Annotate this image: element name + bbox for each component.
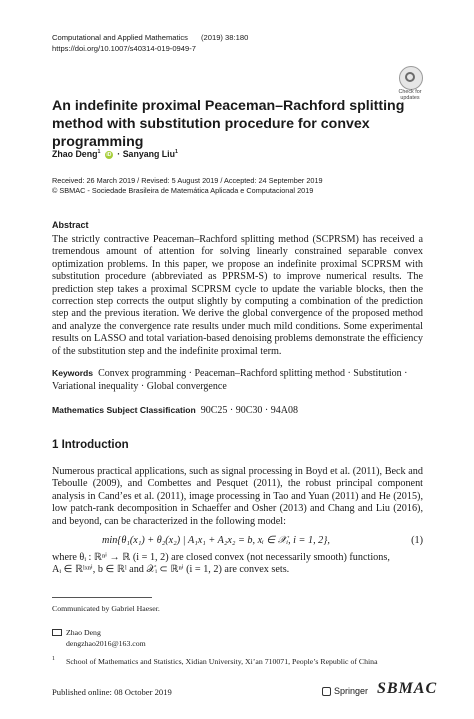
equation-body: min{θ₁(x₁) + θ₂(x₂) | A₁x₁ + A₂x₂ = b, xᵢ ∈ 𝒳ᵢ, i = 1, 2}, (102, 535, 330, 546)
springer-label: Springer (334, 686, 369, 696)
author-name[interactable]: Zhao Deng (52, 149, 98, 159)
check-updates-icon (399, 66, 423, 90)
msc-heading: Mathematics Subject Classification (52, 405, 196, 415)
author-list (52, 149, 178, 159)
equation-description-line1: where θᵢ : ℝⁿⁱ → ℝ (i = 1, 2) are closed convex (not necessarily smooth) functions, (52, 552, 390, 563)
journal-name: Computational and Applied Mathematics (52, 33, 188, 42)
badge-ring (405, 72, 415, 82)
orcid-icon[interactable]: iD (106, 151, 112, 158)
paper-title: An indefinite proximal Peaceman–Rachford splitting method with substitution procedure for convex programming (52, 98, 405, 150)
springer-horse-icon (322, 687, 331, 696)
affiliation: School of Mathematics and Statistics, Xidian University, Xi’an 710071, People’s Republic of China (66, 657, 378, 666)
msc-codes: 90C25 · 90C30 · 94A08 (200, 405, 298, 416)
corresponding-author-name: Zhao Deng (66, 628, 101, 637)
keywords-text: Convex programming · Peaceman–Rachford splitting method · Substitution · Variational inequality · Global convergence (52, 368, 408, 392)
author-affiliation-mark: 1 (97, 149, 101, 156)
author-separator: · (117, 149, 121, 159)
communicated-by: Communicated by Gabriel Haeser. (52, 604, 160, 613)
published-online-date: Published online: 08 October 2019 (52, 687, 172, 697)
keywords (52, 367, 423, 393)
sbmac-logo: SBMAC (377, 680, 438, 697)
intro-paragraph: Numerous practical applications, such as signal processing in Boyd et al. (2011), Beck and Teboulle (2009), and Combettes and Pesquet (2011), the robust principal component analysis in Cand’es et al. (2011), image processing in Tao and Yuan (2011) and He (2015), low patch-rank decomposition in Schaeffer and Osher (2013) and Chang and Liu (2016), and beyond, can be characterized in the following model: (52, 466, 423, 527)
equation-description (52, 552, 423, 577)
equation-number: (1) (411, 535, 423, 546)
badge-label-line1: Check for (398, 89, 422, 95)
author-affiliation-mark: 1 (175, 149, 178, 156)
msc-classification (52, 405, 298, 416)
abstract-text: The strictly contractive Peaceman–Rachford splitting method (SCPRSM) has received a tremendous amount of attention for solving linearly constrained separable convex optimization problems. In this paper, we propose an indefinite proximal SCPRSM with substitution procedure (abbreviated as PPRSM-S) to improve numerical results. The prediction step takes a proximal SCPRSM cycle to update the variable blocks, then the correction step corrects the output slightly by computing a combination of the prediction step and the previous iteration. We derive the global convergence of the proposed method and analyze the convergence rate results under much mild conditions. Some experimental results on LASSO and total variation-based denoising problems demonstrate the efficiency of the substitution step and the indefinite proximal term. (52, 234, 423, 357)
issue-info: (2019) 38:180 (201, 33, 249, 42)
doi-link[interactable]: https://doi.org/10.1007/s40314-019-0949-7 (52, 44, 196, 53)
equation-description-line2: Aᵢ ∈ ℝˡˣⁿⁱ, b ∈ ℝˡ and 𝒳ᵢ ⊂ ℝⁿⁱ (i = 1, 2) are convex sets. (52, 564, 290, 576)
footnote-divider (52, 597, 152, 598)
affiliation-number: 1 (52, 656, 55, 662)
envelope-icon (52, 629, 62, 636)
check-for-updates-badge[interactable] (393, 66, 427, 100)
badge-label-line2: updates (400, 95, 420, 101)
author-name[interactable]: Sanyang Liu (122, 149, 175, 159)
abstract-heading: Abstract (52, 220, 89, 230)
section-heading: 1 Introduction (52, 439, 129, 451)
keywords-heading: Keywords (52, 368, 94, 378)
copyright-line: © SBMAC - Sociedade Brasileira de Matemática Aplicada e Computacional 2019 (52, 186, 314, 195)
corresponding-author-email[interactable]: dengzhao2016@163.com (66, 639, 146, 648)
received-dates: Received: 26 March 2019 / Revised: 5 August 2019 / Accepted: 24 September 2019 (52, 176, 323, 185)
springer-logo (322, 686, 368, 696)
